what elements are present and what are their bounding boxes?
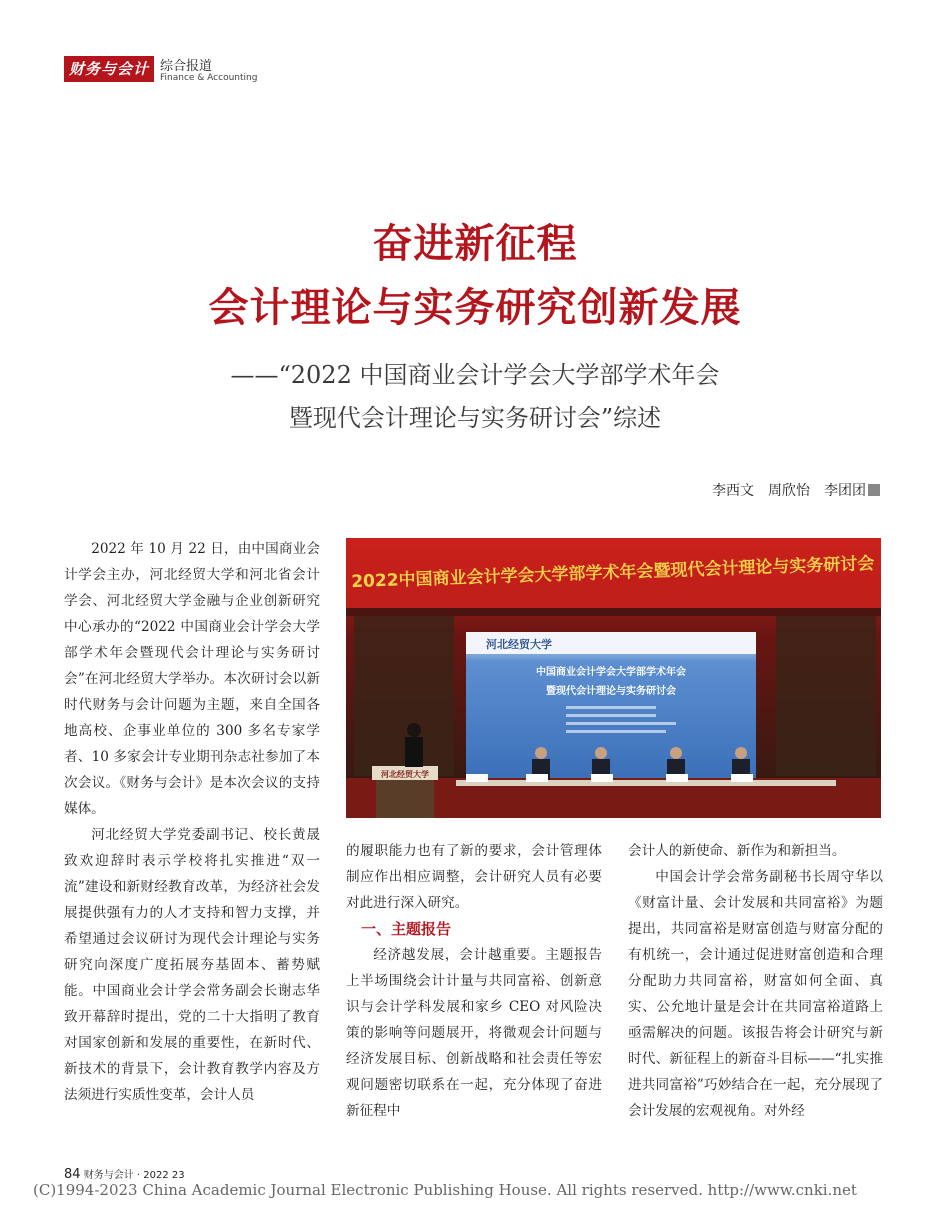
article-title-line1: 奋进新征程 <box>372 220 578 267</box>
body-column-3 <box>628 838 883 1124</box>
end-mark-icon <box>868 484 880 496</box>
section-heading: 一、主题报告 <box>361 920 452 938</box>
paragraph: 2022 年 10 月 22 日，由中国商业会计学会主办，河北经贸大学和河北省会计学会、河北经贸大学金融与企业创新研究中心承办的“2022 中国商业会计学会大学部学术年会暨现代会计理论与实务研讨会”在河北经贸大学举办。本次研讨会以新时代财务与会计问题为主题，来自全国各地高校、企事业单位的 300 多名专家学者、10 多家会计专业期刊杂志社参加了本次会议。《财务与会计》是本次会议的支持媒体。 <box>64 541 320 817</box>
journal-issue: 财务与会计 · 2022 23 <box>83 1170 185 1181</box>
conference-photo <box>346 538 881 818</box>
page-number: 84 <box>64 1167 81 1182</box>
body-column-1 <box>64 536 320 1108</box>
copyright-notice: (C)1994-2023 China Academic Journal Electronic Publishing House. All rights reserved. http://www.cnki.net <box>33 1181 857 1199</box>
podium-sign: 河北经贸大学 <box>381 770 429 779</box>
section-subtitle: Finance & Accounting <box>160 73 258 83</box>
paragraph: 中国会计学会常务副秘书长周守华以《财富计量、会计发展和共同富裕》为题提出，共同富裕是财富创造与财富分配的有机统一，会计通过促进财富创造和合理分配助力共同富裕，财富如何全面、真实、公允地计量是会计在共同富裕道路上亟需解决的问题。该报告将会计研究与新时代、新征程上的新奋斗目标——“扎实推进共同富裕”巧妙结合在一起，充分展现了会计发展的宏观视角。对外经 <box>628 869 883 1119</box>
screen-title-line2: 暨现代会计理论与实务研讨会 <box>546 686 676 697</box>
article-subtitle-line1: ——“2022 中国商业会计学会大学部学术年会 <box>230 361 720 389</box>
author-byline <box>712 480 880 500</box>
paragraph: 会计人的新使命、新作为和新担当。 <box>628 843 846 859</box>
journal-logo: 财务与会计 <box>64 56 154 82</box>
article-subtitle-line2: 暨现代会计理论与实务研讨会”综述 <box>288 404 662 432</box>
page-footer <box>64 1166 185 1182</box>
section-title: 综合报道 <box>160 59 213 74</box>
screen-title-line1: 中国商业会计学会大学部学术年会 <box>536 667 686 678</box>
paragraph: 河北经贸大学党委副书记、校长黄晟致欢迎辞时表示学校将扎实推进“双一流”建设和新财经教育改革，为经济社会发展提供强有力的人才支持和智力支撑，并希望通过会议研讨为现代会计理论与实务研究向深度广度拓展夯基固本、蓄势赋能。中国商业会计学会常务副会长谢志华致开幕辞时提出，党的二十大指明了教育对国家创新和发展的重要性，在新时代、新技术的背景下，会计教育教学内容及方法须进行实质性变革，会计人员 <box>64 827 320 1103</box>
article-title-line2: 会计理论与实务研究创新发展 <box>208 284 742 331</box>
paragraph: 的履职能力也有了新的要求，会计管理体制应作出相应调整，会计研究人员有必要对此进行深入研究。 <box>346 843 602 911</box>
author-names: 李西文 周欣怡 李团团 <box>712 483 866 499</box>
paragraph: 经济越发展，会计越重要。主题报告上半场围绕会计计量与共同富裕、创新意识与会计学科发展和家乡 CEO 对风险决策的影响等问题展开，将微观会计问题与经济发展目标、创新战略和社会责任等宏观问题密切联系在一起，充分体现了奋进新征程中 <box>346 947 602 1119</box>
banner-text: 2022中国商业会计学会大学部学术年会暨现代会计理论与实务研讨会 <box>350 553 875 593</box>
body-column-2 <box>346 838 602 1124</box>
conference-photo-image <box>346 538 881 818</box>
screen-school-name: 河北经贸大学 <box>486 638 552 651</box>
